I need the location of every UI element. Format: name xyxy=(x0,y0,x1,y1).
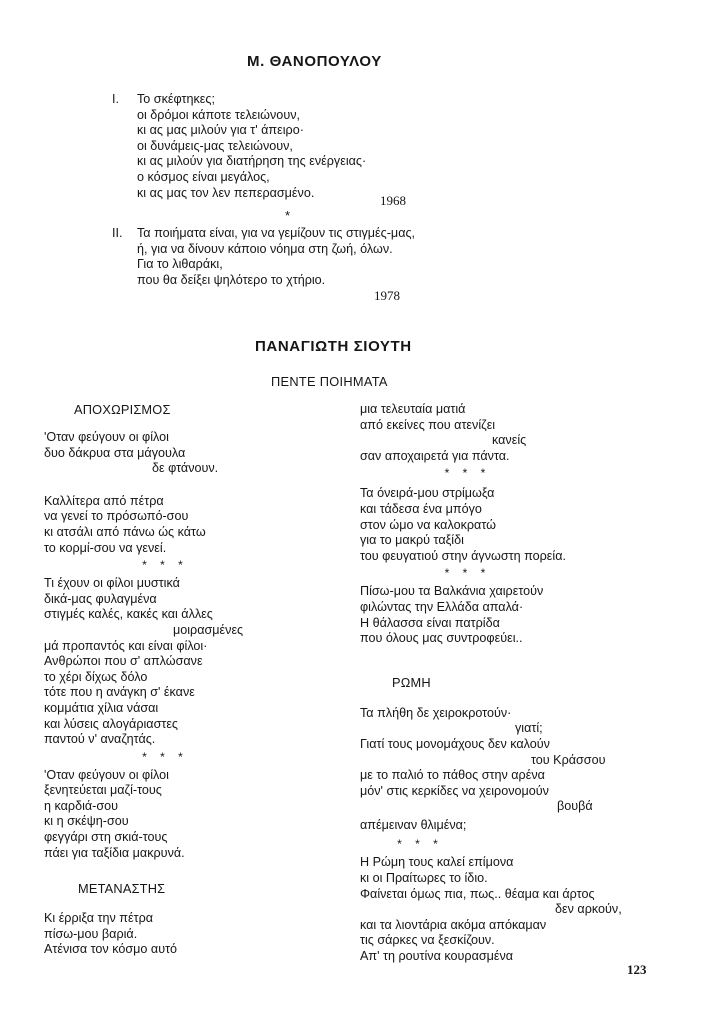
poem-line: Τι έχουν οι φίλοι μυστικά xyxy=(44,576,180,591)
poem-2-numeral: II. xyxy=(112,226,123,240)
poem-line: κι οι Πραίτωρες το ίδιο. xyxy=(360,871,488,886)
poem-line: Η Ρώμη τους καλεί επίμονα xyxy=(360,855,514,870)
poem-line: στον ώμο να καλοκρατώ xyxy=(360,517,496,532)
poem-line: ξενητεύεται μαζί-τους xyxy=(44,783,162,798)
poem-line: απέμειναν θλιμένα; xyxy=(360,817,467,832)
poem-line: κι ας μιλούν για διατήρηση της ενέργειας· xyxy=(137,154,367,169)
poem-line: το χέρι δίχως δόλο xyxy=(44,669,148,684)
poem-line: Πίσω-μου τα Βαλκάνια χαιρετούν xyxy=(360,584,544,599)
poem-2 xyxy=(112,226,512,288)
poem-line: κι ας μας μιλούν για τ' άπειρο· xyxy=(137,123,304,138)
poem-line: από εκείνες που ατενίζει xyxy=(360,417,496,432)
poem-line: στιγμές καλές, κακές και άλλες xyxy=(44,607,213,622)
poem-line: Απ' τη ρουτίνα κουρασμένα xyxy=(360,949,514,964)
stanza-separator: * * * xyxy=(397,837,443,852)
poem-line: Κι έρριξα την πέτρα xyxy=(44,911,154,926)
poem-line: και τα λιοντάρια ακόμα απόκαμαν xyxy=(360,917,547,932)
poem-line: πάει για ταξίδια μακρυνά. xyxy=(44,845,185,860)
stanza-separator: * * * xyxy=(142,749,188,764)
poem-line: κι η σκέψη-σου xyxy=(44,814,129,829)
page-number: 123 xyxy=(627,962,647,977)
poem-line: Το σκέφτηκες; xyxy=(137,92,215,106)
poem-line: Γιατί τους μονομάχους δεν καλούν xyxy=(360,736,550,751)
left-column xyxy=(44,402,272,958)
poem-line: ή, για να δίνουν κάποιο νόημα στη ζωή, όλων. xyxy=(137,241,393,256)
poem-line: μια τελευταία ματιά xyxy=(360,402,466,416)
poem-line: τότε που η ανάγκη σ' έκανε xyxy=(44,685,195,700)
poem-line: του Κράσσου xyxy=(531,752,606,767)
poem-line: 'Οταν φεύγουν οι φίλοι xyxy=(44,767,169,782)
poem-title: ΡΩΜΗ xyxy=(392,674,431,690)
poem-title: ΜΕΤΑΝΑΣΤΗΣ xyxy=(78,881,166,897)
poem-line: με το παλιό το πάθος στην αρένα xyxy=(360,768,545,783)
poem-1-numeral: I. xyxy=(112,92,119,106)
poem-line: και τάδεσα ένα μπόγο xyxy=(360,501,482,516)
poem-line: Ανθρώποι που σ' απλώσανε xyxy=(44,654,203,669)
poem-line: 'Οταν φεύγουν οι φίλοι xyxy=(44,430,169,444)
poem-line: παντού ν' αναζητάς. xyxy=(44,732,156,747)
poem-line: πίσω-μου βαριά. xyxy=(44,926,138,941)
poem-line: για το μακρύ ταξίδι xyxy=(360,533,464,548)
poem-line: τις σάρκες να ξεσκίζουν. xyxy=(360,933,495,948)
poem-line: Τα πλήθη δε χειροκροτούν· xyxy=(360,705,512,720)
poem-line: κανείς xyxy=(492,433,527,448)
poem-line: που όλους μας συντροφεύει.. xyxy=(360,631,523,646)
poem-line: που θα δείξει ψηλότερο το χτήριο. xyxy=(137,272,326,287)
author-heading: ΠΑΝΑΓΙΩΤΗ ΣΙΟΥΤΗ xyxy=(255,338,412,355)
poem-line: το κορμί-σου να γενεί. xyxy=(44,540,167,555)
poem-line: σαν αποχαιρετά για πάντα. xyxy=(360,448,510,463)
poem-line: κι ατσάλι από πάνω ώς κάτω xyxy=(44,524,206,539)
poem-line: Η θάλασσα είναι πατρίδα xyxy=(360,615,500,630)
poem-line: Τα όνειρά-μου στρίμωξα xyxy=(360,486,495,501)
poem-line: βουβά xyxy=(557,799,593,814)
poem-line: Ατένισα τον κόσμο αυτό xyxy=(44,942,178,957)
poem-line: φιλώντας την Ελλάδα απαλά· xyxy=(360,599,524,614)
poem-line: φεγγάρι στη σκιά-τους xyxy=(44,830,168,845)
poem-1 xyxy=(112,92,502,201)
poem-line: ο κόσμος είναι μεγάλος, xyxy=(137,169,270,184)
poem-line: κομμάτια χίλια νάσαι xyxy=(44,700,159,715)
separator-star: * xyxy=(285,208,291,223)
poem-line: του φευγατιού στην άγνωστη πορεία. xyxy=(360,548,566,563)
poem-line: δικά-μας φυλαγμένα xyxy=(44,591,157,606)
poem-line: δυο δάκρυα στα μάγουλα xyxy=(44,445,186,460)
poem-2-year: 1978 xyxy=(374,288,400,303)
poem-line: η καρδιά-σου xyxy=(44,798,119,813)
right-column xyxy=(360,402,660,965)
poem-line: μόν' στις κερκίδες να χειρονομούν xyxy=(360,783,549,798)
stanza-separator: * * * xyxy=(142,558,188,573)
poem-line: δεν αρκούν, xyxy=(555,902,622,917)
poem-line: να γενεί το πρόσωπό-σου xyxy=(44,509,189,524)
poem-line: γιατί; xyxy=(515,721,543,736)
poem-line: οι δρόμοι κάποτε τελειώνουν, xyxy=(137,107,300,122)
poem-1-year: 1968 xyxy=(380,193,406,208)
collection-subtitle: ΠΕΝΤΕ ΠΟΙΗΜΑΤΑ xyxy=(271,374,388,389)
stanza-separator: * * * xyxy=(444,466,491,481)
poem-line: Για το λιθαράκι, xyxy=(137,257,223,272)
poem-line: δε φτάνουν. xyxy=(152,461,219,476)
poem-title: ΑΠΟΧΩΡΙΣΜΟΣ xyxy=(74,402,171,417)
poem-line: μά προπαντός και είναι φίλοι· xyxy=(44,638,208,653)
poem-line: Τα ποιήματα είναι, για να γεμίζουν τις στιγμές-μας, xyxy=(137,226,416,240)
poem-line: και λύσεις αλογάριαστες xyxy=(44,716,178,731)
stanza-separator: * * * xyxy=(444,566,491,581)
poem-line: κι ας μας τον λεν πεπερασμένο. xyxy=(137,185,315,200)
poem-line: Φαίνεται όμως πια, πως.. θέαμα και άρτος xyxy=(360,886,595,901)
author-heading: Μ. ΘΑΝΟΠΟΥΛΟΥ xyxy=(247,53,382,70)
poem-line: Καλλίτερα από πέτρα xyxy=(44,493,164,508)
poem-line: οι δυνάμεις-μας τελειώνουν, xyxy=(137,138,293,153)
poem-line: μοιρασμένες xyxy=(173,622,244,637)
